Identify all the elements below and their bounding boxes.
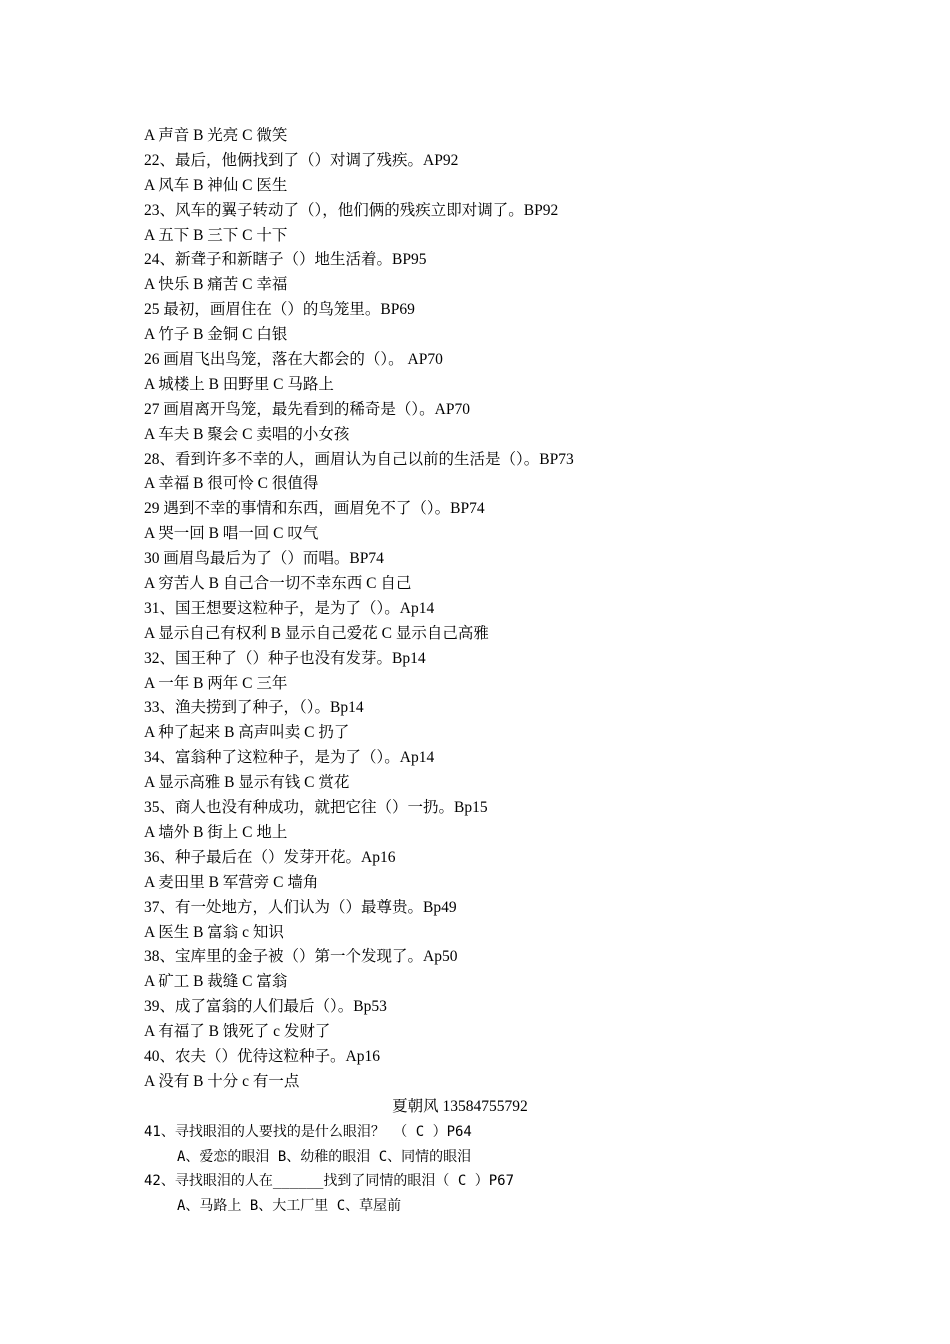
question-line: 22、最后，他俩找到了（）对调了残疾。AP92 bbox=[144, 151, 459, 169]
question-line: 36、种子最后在（）发芽开花。Ap16 bbox=[144, 848, 396, 866]
question-line: A 医生 B 富翁 c 知识 bbox=[144, 923, 284, 941]
answer-options: A、爱恋的眼泪 B、幼稚的眼泪 C、同情的眼泪 bbox=[177, 1148, 472, 1165]
question-line: 26 画眉飞出鸟笼，落在大都会的（）。 AP70 bbox=[144, 351, 443, 369]
question-line: A 哭一回 B 唱一回 C 叹气 bbox=[144, 525, 319, 543]
question-line: 34、富翁种了这粒种子，是为了（）。Ap14 bbox=[144, 749, 435, 767]
question-line: A 风车 B 神仙 C 医生 bbox=[144, 176, 288, 194]
question-line: 25 最初，画眉住在（）的鸟笼里。BP69 bbox=[144, 301, 415, 319]
question-line: A 车夫 B 聚会 C 卖唱的小女孩 bbox=[144, 425, 350, 443]
author-line: 夏朝风 13584755792 bbox=[392, 1097, 528, 1115]
question-line: A 墙外 B 街上 C 地上 bbox=[144, 823, 288, 841]
question-line: A 幸福 B 很可怜 C 很值得 bbox=[144, 475, 319, 493]
question-line: A 显示自己有权利 B 显示自己爱花 C 显示自己高雅 bbox=[144, 624, 489, 642]
question-line: 31、国王想要这粒种子，是为了（）。Ap14 bbox=[144, 599, 435, 617]
question-line: A 声音 B 光亮 C 微笑 bbox=[144, 127, 288, 144]
question-line: A 麦田里 B 军营旁 C 墙角 bbox=[144, 873, 319, 891]
question-line: 27 画眉离开鸟笼，最先看到的稀奇是（）。AP70 bbox=[144, 400, 470, 418]
question-line: A 快乐 B 痛苦 C 幸福 bbox=[144, 276, 288, 294]
question-line: A 显示高雅 B 显示有钱 C 赏花 bbox=[144, 774, 350, 792]
question-line: 38、宝库里的金子被（）第一个发现了。Ap50 bbox=[144, 948, 458, 966]
question-line: A 城楼上 B 田野里 C 马路上 bbox=[144, 375, 334, 393]
question-line: 40、农夫（）优待这粒种子。Ap16 bbox=[144, 1047, 380, 1065]
question-line: 28、看到许多不幸的人，画眉认为自己以前的生活是（）。BP73 bbox=[144, 450, 574, 468]
question-line: 33、渔夫捞到了种子，（）。Bp14 bbox=[144, 699, 364, 717]
question-line: A 竹子 B 金铜 C 白银 bbox=[144, 326, 288, 344]
question-line: A 五下 B 三下 C 十下 bbox=[144, 226, 288, 244]
question-line: 39、成了富翁的人们最后（）。Bp53 bbox=[144, 998, 387, 1016]
question-line: A 有福了 B 饿死了 c 发财了 bbox=[144, 1023, 331, 1041]
question-line: 23、风车的翼子转动了（），他们俩的残疾立即对调了。BP92 bbox=[144, 201, 559, 219]
question-line: 29 遇到不幸的事情和东西，画眉免不了（）。BP74 bbox=[144, 500, 485, 518]
question-list bbox=[144, 124, 824, 1219]
question-line: A 穷苦人 B 自己合一切不幸东西 C 自己 bbox=[144, 575, 412, 593]
question-line: A 没有 B 十分 c 有一点 bbox=[144, 1072, 300, 1090]
question-line: A 一年 B 两年 C 三年 bbox=[144, 674, 288, 692]
question-line: 41、寻找眼泪的人要找的是什么眼泪？ （ C ）P64 bbox=[144, 1123, 472, 1140]
question-line: 30 画眉鸟最后为了（）而唱。BP74 bbox=[144, 550, 384, 568]
question-line: 24、新聋子和新瞎子（）地生活着。BP95 bbox=[144, 251, 427, 269]
question-line: 37、有一处地方，人们认为（）最尊贵。Bp49 bbox=[144, 898, 457, 916]
answer-options: A、马路上 B、大工厂里 C、草屋前 bbox=[177, 1198, 402, 1215]
question-line: A 矿工 B 裁缝 C 富翁 bbox=[144, 973, 288, 991]
question-line: 42、寻找眼泪的人在______找到了同情的眼泪（ C ）P67 bbox=[144, 1173, 515, 1190]
question-line: 35、商人也没有种成功，就把它往（）一扔。Bp15 bbox=[144, 799, 488, 817]
question-line: 32、国王种了（）种子也没有发芽。Bp14 bbox=[144, 649, 426, 667]
question-line: A 种了起来 B 高声叫卖 C 扔了 bbox=[144, 724, 350, 742]
